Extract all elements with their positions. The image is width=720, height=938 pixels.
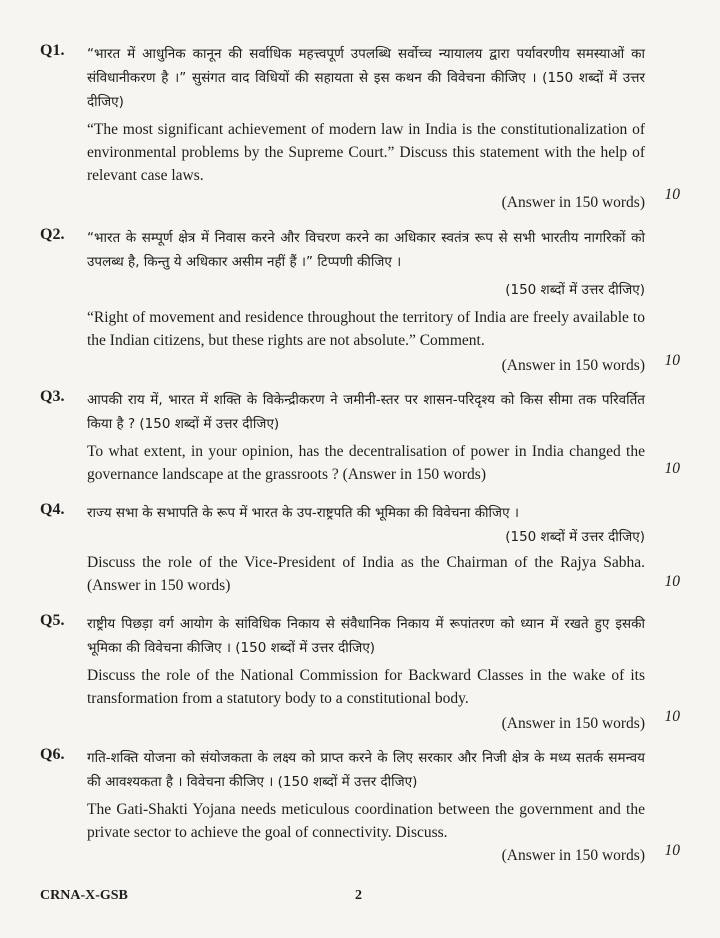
question-hindi-text: राष्ट्रीय पिछड़ा वर्ग आयोग के सांविधिक निकाय से संवैधानिक निकाय में रूपांतरण को ध्यान में रखते हुए इसकी भूमिका की विवेचना कीजिए । (150 शब्दों में उत्तर दीजिए) [87, 616, 645, 656]
question-hindi-text: गति-शक्ति योजना को संयोजकता के लक्ष्य को प्राप्त करने के लिए सरकार और निजी क्षेत्र के मध्य सतर्क समन्वय की आवश्यकता है । विवेचना कीजिए । (150 शब्दों में उत्तर दीजिए) [87, 750, 645, 790]
question-hindi-text: आपकी राय में, भारत में शक्ति के विकेन्द्रीकरण ने जमीनी-स्तर पर शासन-परिदृश्य को किस सीमा तक परिवर्तित किया है ? (150 शब्दों में उत्तर दीजिए) [87, 392, 645, 432]
question-body [87, 746, 645, 867]
question-english-text: Discuss the role of the National Commission for Backward Classes in the wake of its transformation from a statutory body to a constitutional body. [87, 667, 645, 707]
question-english-text: To what extent, in your opinion, has the decentralisation of power in India changed the governance landscape at the grassroots ? (Answer in 150 words) [87, 443, 645, 483]
question-number: Q6. [40, 746, 65, 763]
hindi-word-limit: (150 शब्दों में उत्तर दीजिए) [505, 529, 645, 545]
question-marks: 10 [664, 186, 680, 203]
page-number: 2 [355, 888, 362, 903]
question-number: Q1. [40, 42, 65, 59]
question-english-text: “The most significant achievement of modern law in India is the constitutionalization of environmental problems by the Supreme Court.” Discuss this statement with the help of relevant case laws. [87, 121, 645, 184]
question-body [87, 226, 645, 377]
answer-word-limit: (Answer in 150 words) [501, 715, 645, 732]
question-english-text: “Right of movement and residence throughout the territory of India are freely available to the Indian citizens, but these rights are not absolute.” Comment. [87, 309, 645, 349]
answer-word-limit: (Answer in 150 words) [501, 357, 645, 374]
question-body [87, 388, 645, 486]
question-number: Q2. [40, 226, 65, 243]
answer-word-limit: (Answer in 150 words) [501, 847, 645, 864]
question-marks: 10 [664, 842, 680, 859]
question-hindi-text: राज्य सभा के सभापति के रूप में भारत के उप-राष्ट्रपति की भूमिका की विवेचना कीजिए । [87, 505, 519, 521]
question-english-text: The Gati-Shakti Yojana needs meticulous coordination between the government and the private sector to achieve the goal of connectivity. Discuss. [87, 801, 645, 841]
question-number: Q5. [40, 612, 65, 629]
question-number: Q4. [40, 501, 65, 518]
question-marks: 10 [664, 352, 680, 369]
question-marks: 10 [664, 573, 680, 590]
question-body [87, 501, 645, 597]
question-body [87, 42, 645, 214]
question-hindi-text: “भारत के सम्पूर्ण क्षेत्र में निवास करने और विचरण करने का अधिकार स्वतंत्र रूप से सभी भारतीय नागरिकों को उपलब्ध है, किन्तु ये अधिकार असीम नहीं हैं ।” टिप्पणी कीजिए । [87, 230, 645, 270]
paper-code: CRNA-X-GSB [40, 888, 128, 903]
question-english-text: Discuss the role of the Vice-President of India as the Chairman of the Rajya Sabha. (Answer in 150 words) [87, 554, 645, 594]
question-body [87, 612, 645, 735]
hindi-word-limit: (150 शब्दों में उत्तर दीजिए) [505, 282, 645, 298]
question-number: Q3. [40, 388, 65, 405]
question-marks: 10 [664, 708, 680, 725]
question-hindi-text: “भारत में आधुनिक कानून की सर्वाधिक महत्त्वपूर्ण उपलब्धि सर्वोच्च न्यायालय द्वारा पर्यावरणीय समस्याओं का संविधानीकरण है ।” सुसंगत वाद विधियों की सहायता से इस कथन की विवेचना कीजिए । (150 शब्दों में उत्तर दीजिए) [87, 46, 645, 110]
answer-word-limit: (Answer in 150 words) [501, 194, 645, 211]
question-marks: 10 [664, 460, 680, 477]
